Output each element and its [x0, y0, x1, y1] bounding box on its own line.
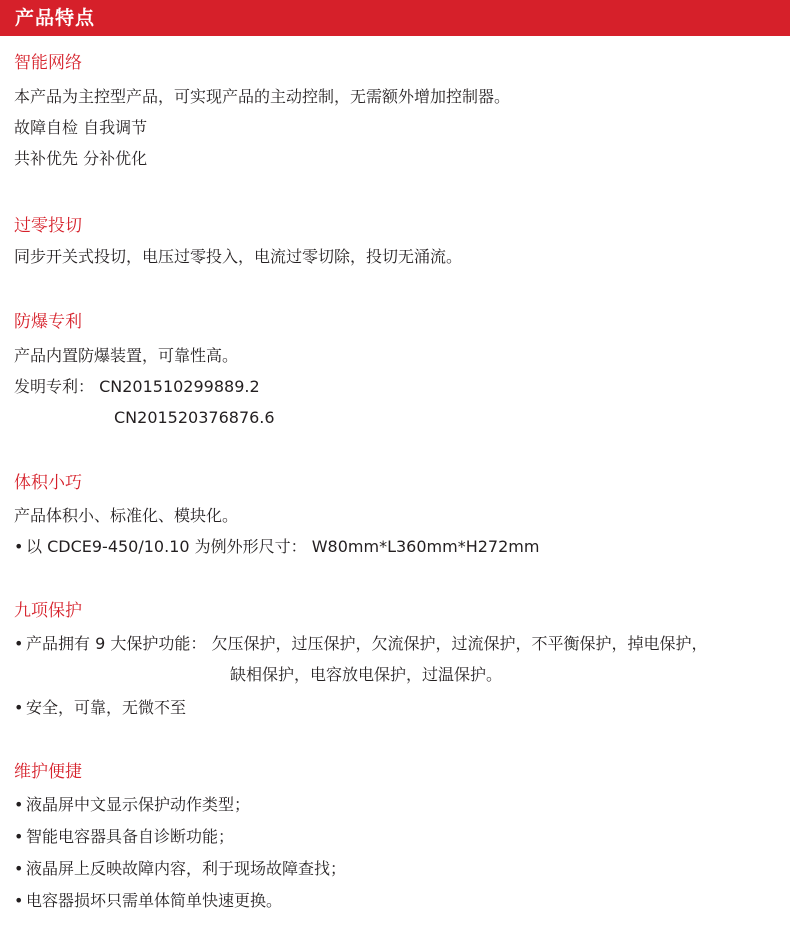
bullet-icon: •: [14, 698, 24, 717]
compact-line-2-text: 以 CDCE9-450/10.10 为例外形尺寸： W80mm*L360mm*H272mm: [26, 537, 540, 556]
maintenance-line-2-text: 智能电容器具备自诊断功能；: [26, 827, 235, 846]
maintenance-line-1: [14, 794, 250, 816]
bullet-icon: •: [14, 537, 24, 556]
protection-line-2: [14, 697, 186, 719]
header-bar: [0, 0, 790, 36]
maintenance-line-2: [14, 826, 234, 848]
maintenance-line-3: [14, 858, 346, 880]
protection-line-2-text: 安全，可靠，无微不至: [26, 698, 187, 717]
patent-line-1: 发明专利： CN201510299889.2: [14, 377, 260, 396]
page-title: 产品特点: [15, 7, 96, 29]
compact-line-2: [14, 536, 539, 558]
protection-line-1-text: 产品拥有 9 大保护功能： 欠压保护，过压保护，欠流保护，过流保护，不平衡保护，掉电保护，: [26, 634, 708, 653]
patent-line-2: CN201520376876.6: [114, 408, 275, 427]
section-title-compact-size: 体积小巧: [14, 473, 82, 493]
maintenance-line-4: [14, 890, 282, 912]
protection-line-continuation: 缺相保护，电容放电保护，过温保护。: [230, 665, 503, 684]
section-title-nine-protections: 九项保护: [14, 601, 82, 621]
section-title-explosion-proof: 防爆专利: [14, 312, 82, 332]
maintenance-line-3-text: 液晶屏上反映故障内容，利于现场故障查找；: [26, 859, 347, 878]
smart-line-1: 本产品为主控型产品，可实现产品的主动控制，无需额外增加控制器。: [14, 87, 511, 106]
section-title-easy-maintenance: 维护便捷: [14, 762, 82, 782]
bullet-icon: •: [14, 634, 24, 653]
maintenance-line-1-text: 液晶屏中文显示保护动作类型；: [26, 795, 251, 814]
bullet-icon: •: [14, 891, 24, 910]
section-title-smart-network: 智能网络: [14, 53, 82, 73]
compact-line-1: 产品体积小、标准化、模块化。: [14, 506, 239, 525]
smart-line-3: 共补优先 分补优化: [14, 149, 148, 168]
bullet-icon: •: [14, 827, 24, 846]
section-title-zero-crossing: 过零投切: [14, 216, 82, 236]
bullet-icon: •: [14, 859, 24, 878]
zero-cross-line-1: 同步开关式投切，电压过零投入，电流过零切除，投切无涌流。: [14, 247, 463, 266]
smart-line-2: 故障自检 自我调节: [14, 118, 148, 137]
protection-line-1: [14, 633, 707, 655]
bullet-icon: •: [14, 795, 24, 814]
explosion-line-1: 产品内置防爆装置，可靠性高。: [14, 346, 239, 365]
maintenance-line-4-text: 电容器损坏只需单体简单快速更换。: [26, 891, 283, 910]
